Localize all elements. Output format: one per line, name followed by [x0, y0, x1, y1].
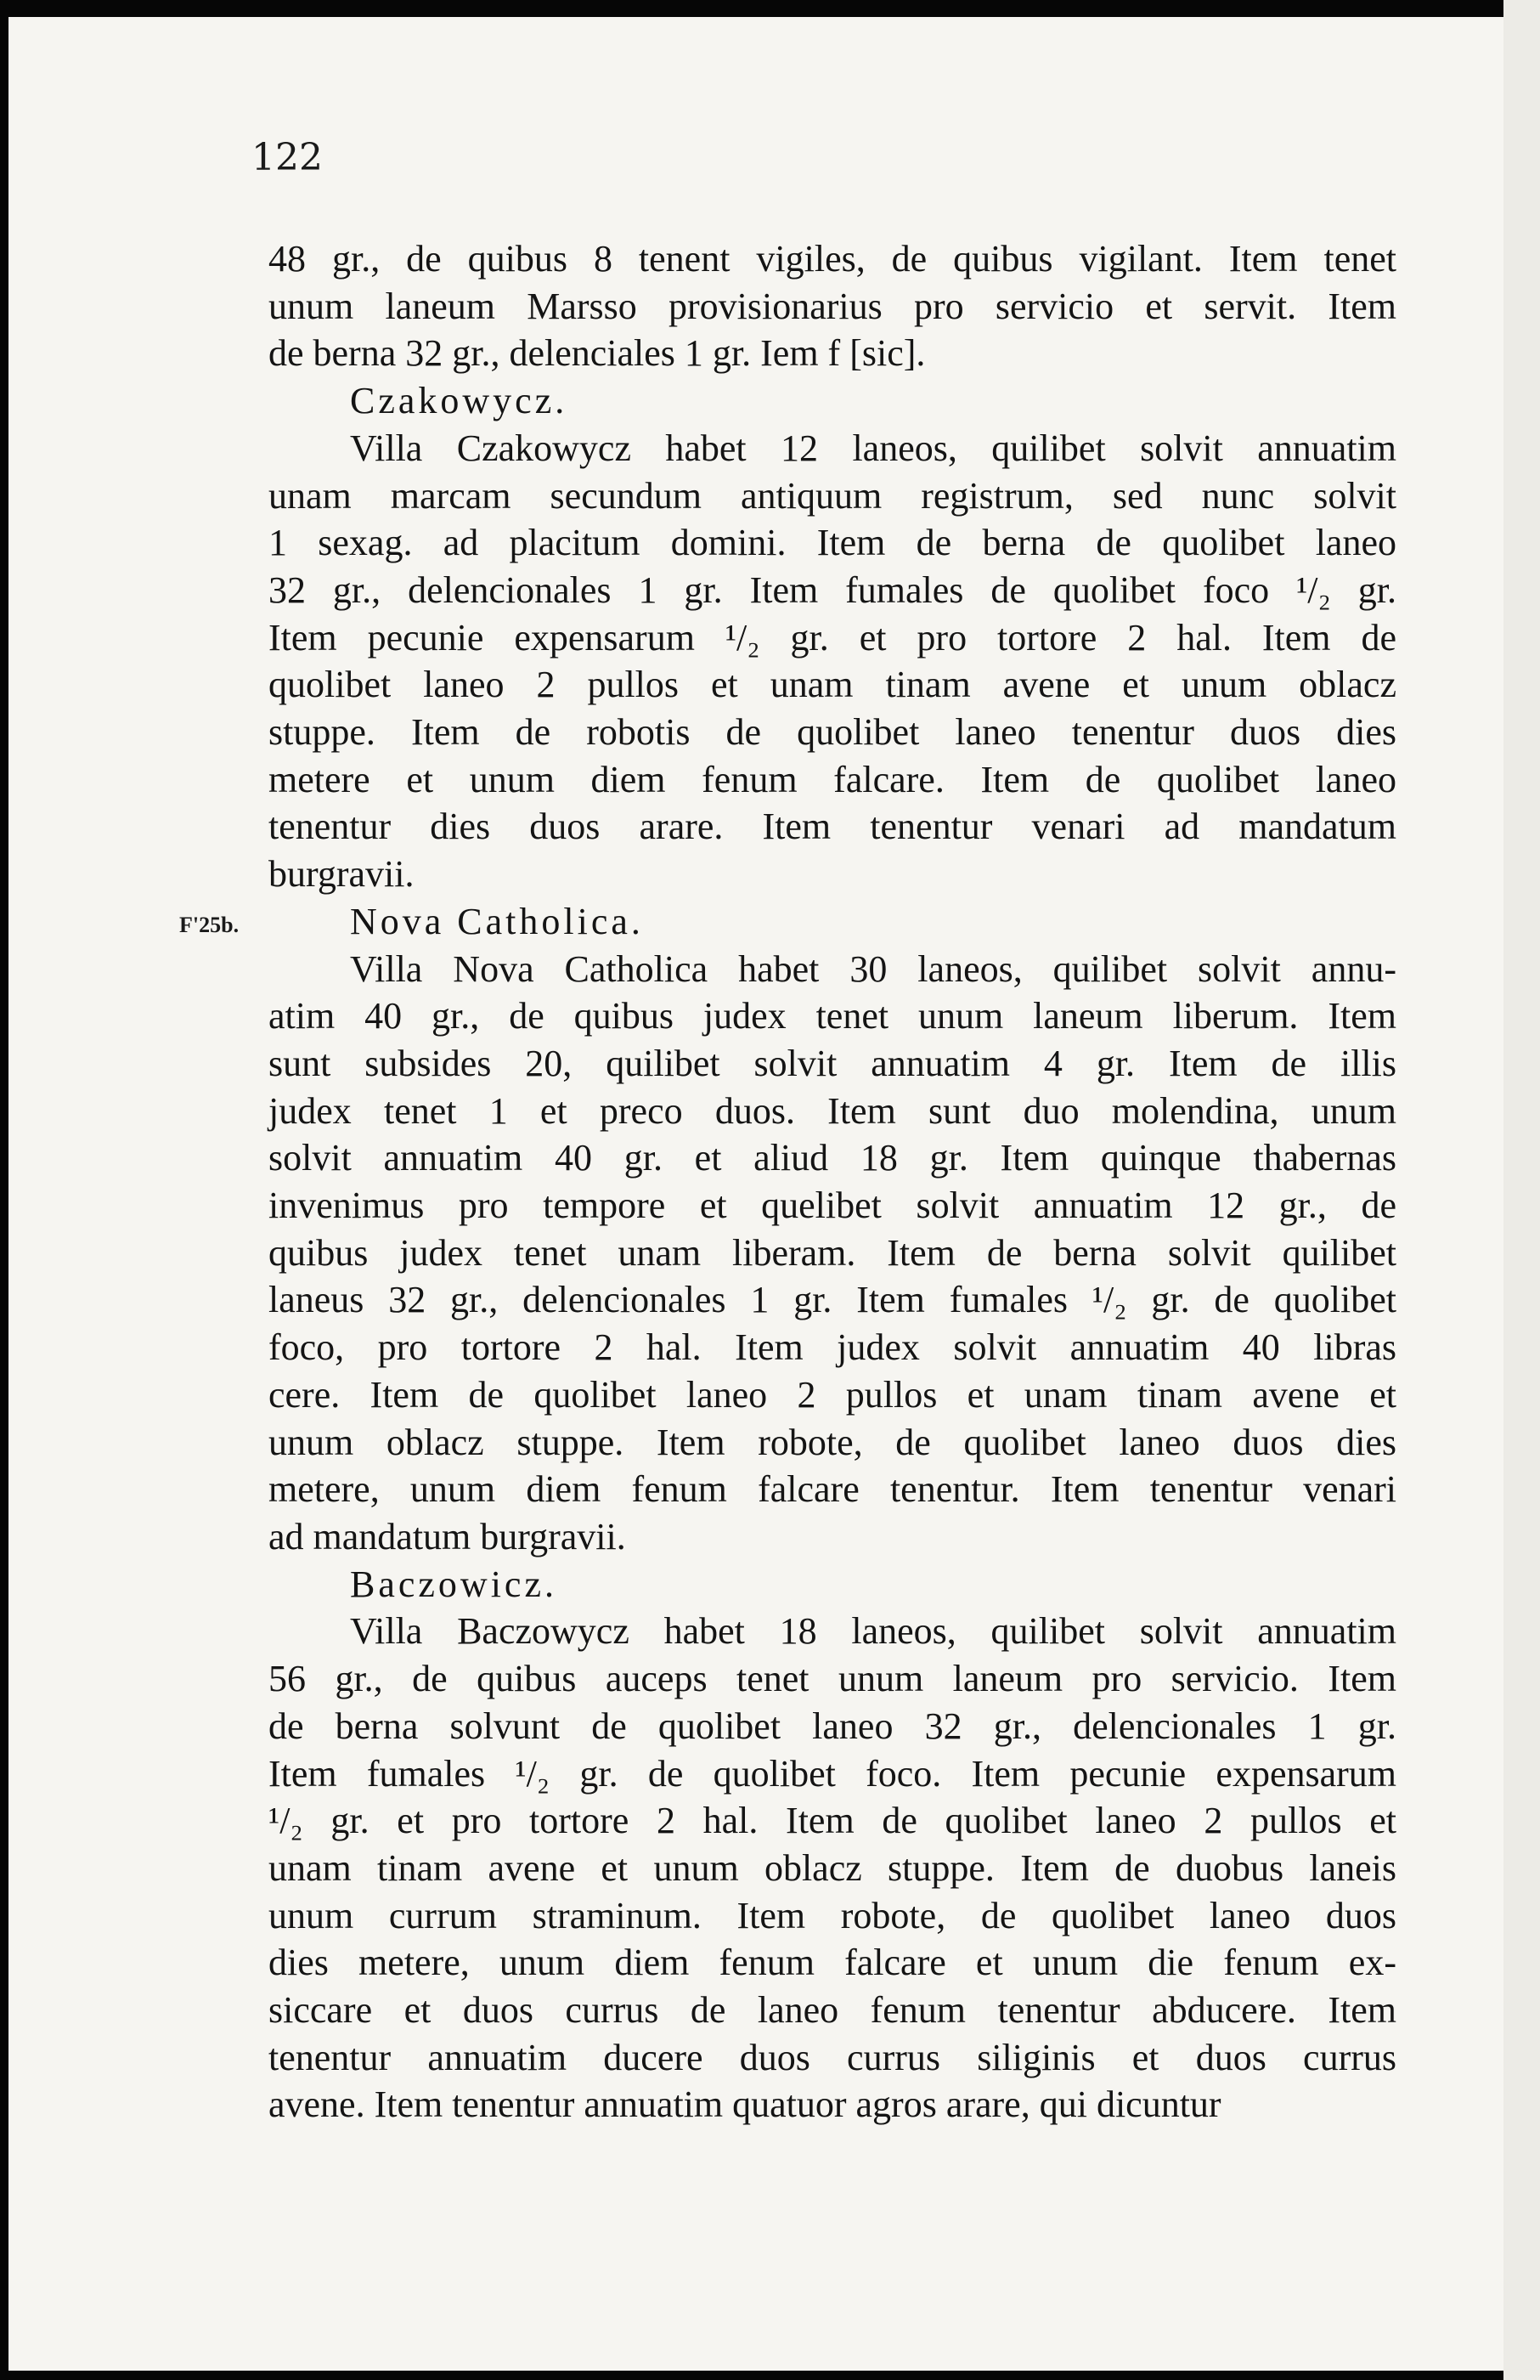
text-line: Villa Baczowycz habet 18 laneos, quilibet solvit annuatim — [350, 1610, 1396, 1653]
text-line: quolibet laneo 2 pullos et unam tinam avene et unum oblacz — [268, 664, 1396, 706]
text-line: burgravii. — [268, 853, 415, 896]
text-line: 1 sexag. ad placitum domini. Item de berna de quolibet laneo — [268, 522, 1396, 564]
text-line: 32 gr., delencionales 1 gr. Item fumales de quolibet foco ¹/₂ gr. — [268, 568, 1396, 611]
text-line: invenimus pro tempore et quelibet solvit annuatim 12 gr., de — [268, 1184, 1396, 1227]
text-line: dies metere, unum diem fenum falcare et unum die fenum ex- — [268, 1942, 1396, 1984]
village-heading: Nova Catholica. — [350, 900, 644, 942]
text-line: unam marcam secundum antiquum registrum, sed nunc solvit — [268, 474, 1396, 517]
text-line: solvit annuatim 40 gr. et aliud 18 gr. Item quinque thabernas — [268, 1137, 1396, 1179]
text-line: metere et unum diem fenum falcare. Item de quolibet laneo — [268, 758, 1396, 800]
text-line: de berna solvunt de quolibet laneo 32 gr., delencionales 1 gr. — [268, 1704, 1396, 1747]
folio-side-note: F'25b. — [179, 913, 240, 937]
text-line: avene. Item tenentur annuatim quatuor agros arare, qui dicuntur — [268, 2083, 1221, 2126]
text-line: 48 gr., de quibus 8 tenent vigiles, de quibus vigilant. Item tenet — [268, 238, 1396, 280]
text-line: Item pecunie expensarum ¹/₂ gr. et pro tortore 2 hal. Item de — [268, 616, 1396, 659]
text-line: stuppe. Item de robotis de quolibet laneo tenentur duos dies — [268, 711, 1396, 754]
village-heading: Czakowycz. — [350, 380, 568, 422]
text-line: de berna 32 gr., delenciales 1 gr. Iem f [sic]. — [268, 332, 926, 375]
text-line: ad mandatum burgravii. — [268, 1515, 626, 1557]
page-edge — [1503, 0, 1540, 2380]
text-line: siccare et duos currus de laneo fenum tenentur abducere. Item — [268, 1989, 1396, 2032]
text-line: tenentur annuatim ducere duos currus siliginis et duos currus — [268, 2036, 1396, 2078]
text-line: 56 gr., de quibus auceps tenet unum laneum pro servicio. Item — [268, 1658, 1396, 1700]
text-line: judex tenet 1 et preco duos. Item sunt duo molendina, unum — [268, 1089, 1396, 1132]
paragraph — [268, 1608, 1396, 2128]
text-line: ¹/₂ gr. et pro tortore 2 hal. Item de quolibet laneo 2 pullos et — [268, 1800, 1396, 1842]
paragraph — [268, 235, 1396, 377]
text-line: sunt subsides 20, quilibet solvit annuatim 4 gr. Item de illis — [268, 1042, 1396, 1084]
text-line: foco, pro tortore 2 hal. Item judex solvit annuatim 40 libras — [268, 1326, 1396, 1369]
text-line: laneus 32 gr., delencionales 1 gr. Item fumales ¹/₂ gr. de quolibet — [268, 1279, 1396, 1321]
text-line: tenentur dies duos arare. Item tenentur venari ad mandatum — [268, 806, 1396, 848]
text-line: cere. Item de quolibet laneo 2 pullos et unam tinam avene et — [268, 1373, 1396, 1416]
text-line: unum laneum Marsso provisionarius pro servicio et servit. Item — [268, 285, 1396, 327]
text-line: unum currum straminum. Item robote, de quolibet laneo duos — [268, 1894, 1396, 1936]
main-text — [268, 235, 1396, 2128]
village-heading: Baczowicz. — [350, 1563, 557, 1605]
text-line: atim 40 gr., de quibus judex tenet unum laneum liberum. Item — [268, 995, 1396, 1037]
page-number: 122 — [251, 136, 323, 179]
paragraph — [268, 425, 1396, 898]
paragraph — [268, 946, 1396, 1561]
text-line: Villa Czakowycz habet 12 laneos, quilibet solvit annuatim — [350, 427, 1396, 469]
text-line: metere, unum diem fenum falcare tenentur. Item tenentur venari — [268, 1468, 1396, 1511]
text-line: unum oblacz stuppe. Item robote, de quolibet laneo duos dies — [268, 1421, 1396, 1463]
text-line: unam tinam avene et unum oblacz stuppe. Item de duobus laneis — [268, 1846, 1396, 1889]
text-line: Villa Nova Catholica habet 30 laneos, quilibet solvit annu- — [350, 947, 1396, 990]
text-line: Item fumales ¹/₂ gr. de quolibet foco. Item pecunie expensarum — [268, 1752, 1396, 1795]
text-line: quibus judex tenet unam liberam. Item de berna solvit quilibet — [268, 1231, 1396, 1274]
